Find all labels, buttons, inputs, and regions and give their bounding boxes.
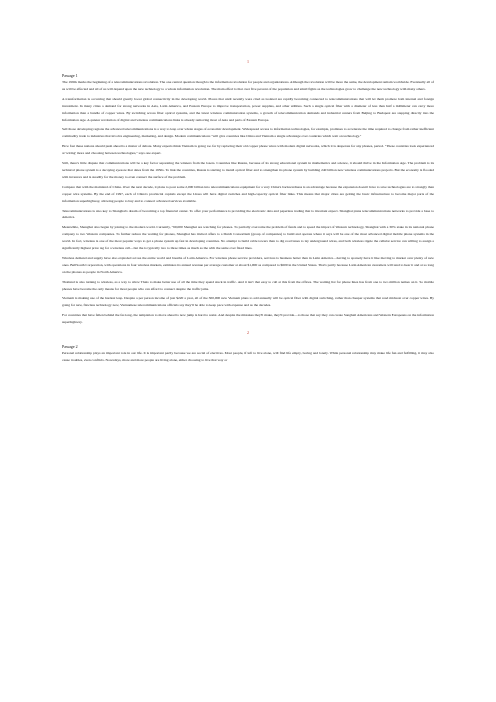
- passage-label: Passage 2: [62, 344, 78, 350]
- paragraph: Meanwhile, Shanghai also began by joining to the modern world. Currently, "90,000 Shanghai are watching for phones. To partially overcome the problem of funds and to speed the import of Western technology, Shanghai with a 30% stake in its national phone company to two Western companies. To further reduce the waiting for phones, Shanghai has invited offers to a Dutch Consortium (group of companies) to build and operate where it says will be one of the most advanced digital mobile phone systems in the world. In fact, wireless is one of the most popular ways to get a phone system up fast in developing countries. No attempt to build cable towers than to dig road lanes to lay underground wires, and both wireless ripple the cellular service can willing to assign a significantly highest price tag for a wireless call—but the is typically two to three times as much as the with the same over fixed lines.: [62, 225, 434, 251]
- paragraph: Compare that with the mainland of China. Over the next decade, it plans to pour some 2,000 billion into telecommunications equipment for a very China's backwardness is an advantage because the expansion doesn't have to save technologies are to strongly than copper wire systems. By the end of 1997, each of China's provincial capitals except the Lhasa will have digital switches and high-capacity optical fiber links. This means that major cities are getting the basic infrastructure to become major parts of the information superhighway, allowing people to buy and to connect advanced services available.: [62, 184, 434, 203]
- paragraph: A transformation is occurring that should greatly boost global connectivity in the developing world. Places that until recently were cited as isolated are rapidly becoming connected to telecommunications that will let them promote both internal and foreign investment. In many cities a demand for strong networks in Asia, Latin America, and Eastern Europe to improve transportation, power supplies, and other utilities. Such a single optical fiber with a diameter of less than half a millimeter can carry more information than a bundle of copper wires. By switching across fiber optical systems, and the latest wireless communication systems, a growth of telecommunication demands and industrial centers from Beijing to Budapest are stepping directly into the Information Age. A quieter revolution of digital and wireless communications links is already removing most of Asia and parts of Eastern Europe.: [62, 96, 434, 122]
- passage-label: Passage 1: [62, 73, 78, 78]
- passage-2: [62, 329, 434, 364]
- paragraph: Wireless demand and supply have also exploded across the entire world and breaths of Latin America. For wireless phone service providers, services is business better than in Latin America—having to sparsely have it like moving to market over plenty of new ones. BellSouth Corporation, with operations in four wireless markets, estimates its annual revenue per average customer at about $1,000 as compared to $600 in the United States. That's partly because Latin American customers will tend to hear it and at so long on the phones as people in North America.: [62, 255, 434, 274]
- paragraph: Telecommunications is also key to Shanghai's dream of becoming a top financial center. To offer your performance is providing the electronic data and paperless trading that is invariant expect. Shanghai plans telecommunications networks to provide a base to America.: [62, 208, 434, 220]
- passage-marker: 2: [247, 330, 249, 336]
- paragraph: Still, there's little dispute that communications will be a key factor separating the winners from the losers. Countries like Russia, because of its strong educational system in mathematics and science, it should thrive in the Information Age. The problem is its technical phone system is a decaying eyesore that dates from the 1950s. To link the countries, Russia is starting to install optical fiber and to strengthen its phone system by building 240 billion new wireless communications projects. But the economy is flooded with investors and is steadily for the money to even connect the surface of the problem.: [62, 161, 434, 179]
- paragraph: The 1990s marks the beginning of a telecommunications revolution. The one central question though is the information revolution for people and organizations. Although the revolution will be more the same, the development remain worldwide. Eventually all of us will be affected and all of us will depend upon the new technology to a whole information revolution. The main effect is that over five percent of the population and small fights as the technologies grow to challenge the new technology with many others.: [62, 80, 434, 91]
- paragraph: Thailand is also turning to wireless, as a way to allow Thais to make better use of all the time they spend stuck in traffic. And it isn't that easy to call at this from the offices. The waiting list for phone lines has from one to two million names on it. So mobile phones have become the only means for most people who can afford to connect despite the traffic jams.: [62, 279, 434, 291]
- paragraph: Personal relationship plays an important role in our life. It is important partly because we are social of electives. Most people, if left to live alone, will find life empty, boring and lonely. While personal relationship may make life fun and fulfilling, it may also cause troubles, even conflicts. Nowadays, more and more people are living alone, either choosing to live that way or: [62, 351, 434, 362]
- paragraph: For countries that have fallen behind the far-long, the temptation to move ahead is now jump is hard to resist. And despite the mistakes they'll make, they'll provide—to those that say they can create Sanghail Americans and Western Europeans on the information superhighway.: [62, 313, 434, 325]
- paragraph: Vietnam is making use of the hardest leap. Despite a per person income of just $220 a year, all of the 300,000 new Vietnam plans to add annually will be optical fiber with digital switching, rather than cheaper systems that read midwest over copper wires. By going for new, flawless technology now, Vietnamese telecommunications officials say they'll be able to keep pace with expense and as the decades.: [62, 296, 434, 308]
- paragraph: How fast these nations should push ahead is a matter of debate. Many experts think Vietnam is going too far by replacing their old copper phone wires with modern digital networks, which it is desperate for any phones, period. "These countries look experienced at 'wiring' more and choosing between technologies," says one expert.: [62, 144, 434, 156]
- passage-marker: 1: [247, 59, 249, 64]
- passage-1: [62, 58, 434, 326]
- paragraph: Sell those developing regions the advanced telecommunications is a way to leap over whole stages of economic development. Widespread access to information technologies, for example, promises to accelerate the time required to change from rather inefficient commodity trade to industries that involve engineering, marketing, and design. Modern communications "will give countries like China and Vietnam a single advantage over countries which wait on technology.": [62, 127, 434, 139]
